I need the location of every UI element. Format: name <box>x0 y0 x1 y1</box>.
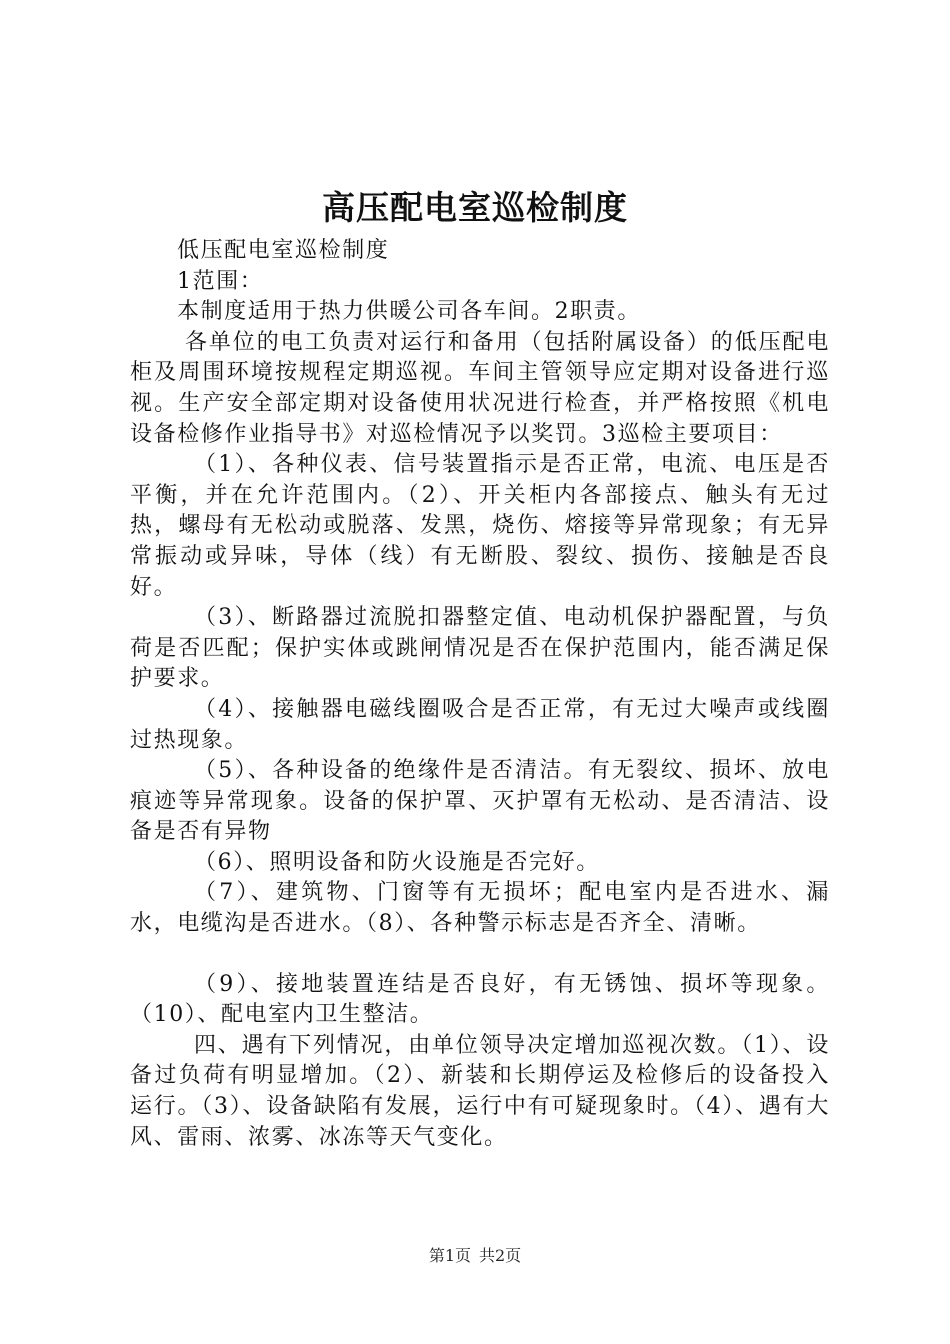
page-total: 共2页 <box>479 1246 522 1265</box>
paragraph-item-4: （4）、接触器电磁线圈吸合是否正常，有无过大噪声或线圈过热现象。 <box>130 696 830 753</box>
paragraph-item-1-2: （1）、各种仪表、信号装置指示是否正常，电流、电压是否平衡，并在允许范围内。（2）、开关柜内各部接点、触头有无过热，螺母有无松动或脱落、发黑，烧伤、熔接等异常现象；有无异常振动或异味，导体（线）有无断股、裂纹、损伤、接触是否良好。 <box>130 452 830 600</box>
paragraph-item-9-10: （9）、接地装置连结是否良好，有无锈蚀、损坏等现象。（10）、配电室内卫生整洁。 <box>130 971 830 1028</box>
paragraph-item-7-8: （7）、建筑物、门窗等有无损坏；配电室内是否进水、漏水，电缆沟是否进水。（8）、各种警示标志是否齐全、清晰。 <box>130 880 830 937</box>
paragraph-item-5: （5）、各种设备的绝缘件是否清洁。有无裂纹、损坏、放电痕迹等异常现象。设备的保护罩、灭护罩有无松动、是否清洁、设备是否有异物 <box>130 758 830 845</box>
paragraph-item-3: （3）、断路器过流脱扣器整定值、电动机保护器配置，与负荷是否匹配；保护实体或跳闸情况是否在保护范围内，能否满足保护要求。 <box>130 605 830 692</box>
paragraph-spacer <box>130 940 830 970</box>
paragraph-item-6: （6）、照明设备和防火设施是否完好。 <box>194 849 600 875</box>
paragraph-scope-heading: 1范围： <box>177 268 264 294</box>
document-title: 高压配电室巡检制度 <box>322 188 628 227</box>
paragraph-subtitle: 低压配电室巡检制度 <box>177 238 390 263</box>
paragraph-section-4: 四、遇有下列情况，由单位领导决定增加巡视次数。（1）、设备过负荷有明显增加。（2）、新装和长期停运及检修后的设备投入运行。（3）、设备缺陷有发展，运行中有可疑现象时。（4）、遇有大风、雷雨、浓雾、冰冻等天气变化。 <box>130 1032 830 1150</box>
page-number: 第1页 <box>428 1246 471 1265</box>
paragraph-responsibilities: 各单位的电工负责对运行和备用（包括附属设备）的低压配电柜及周围环境按规程定期巡视。车间主管领导应定期对设备进行巡视。生产安全部定期对设备使用状况进行检查，并严格按照《机电设备检修作业指导书》对巡检情况予以奖罚。3巡检主要项目： <box>130 329 830 447</box>
page-footer <box>0 1245 950 1267</box>
document-body <box>130 236 830 1153</box>
paragraph-scope: 本制度适用于热力供暖公司各车间。2职责。 <box>177 299 641 325</box>
